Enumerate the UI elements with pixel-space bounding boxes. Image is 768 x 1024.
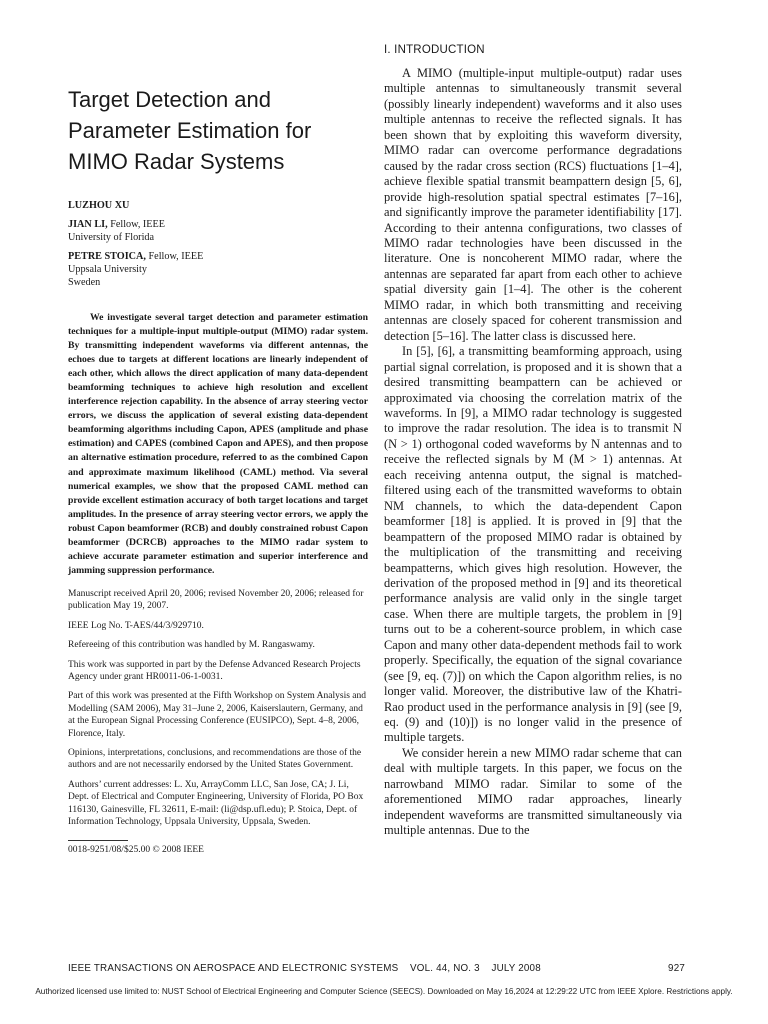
abstract: We investigate several target detection and parameter estimation techniques for a multiple-input multiple-output (MIMO) radar system. By transmitting independent waveforms via different antennas, the echoes due to targets at different locations are linearly independent of each other, which allows the direct application of many data-dependent beamforming techniques to achieve high resolution and excellent interference rejection capability. In the absence of array steering vector errors, we discuss the application of several existing data-dependent beamforming algorithms including Capon, APES (amplitude and phase estimation) and CAPES (combined Capon and APES), and then propose an alternative estimation procedure, referred to as the combined Capon and approximate maximum likelihood (CAML) method. Via several numerical examples, we show that the proposed CAML method can provide excellent estimation accuracy of both target locations and target amplitudes. In the presence of array steering vector errors, we apply the robust Capon beamformer (RCB) and doubly constrained robust Capon beamformer (DCRCB) approaches to the MIMO radar system to achieve accurate parameter estimation and superior interference and jamming suppression performance. bbox=[68, 312, 368, 576]
note-disclaimer: Opinions, interpretations, conclusions, and recommendations are those of the authors and are not necessarily endorsed by the United States Government. bbox=[68, 747, 362, 771]
author-affiliation: Sweden bbox=[68, 277, 101, 288]
journal-line: IEEE TRANSACTIONS ON AEROSPACE AND ELECTRONIC SYSTEMS VOL. 44, NO. 3 JULY 2008 bbox=[68, 963, 541, 974]
author-stoica bbox=[68, 250, 368, 289]
author-name: JIAN LI, bbox=[68, 219, 108, 230]
note-manuscript: Manuscript received April 20, 2006; revised November 20, 2006; released for publication May 19, 2007. bbox=[68, 588, 364, 612]
license-notice: Authorized licensed use limited to: NUST School of Electrical Engineering and Computer Science (SEECS). Downloaded on May 16,2024 at 12:29:22 UTC from IEEE Xplore. Restrictions apply. bbox=[35, 987, 733, 996]
copyright: 0018-9251/08/$25.00 © 2008 IEEE bbox=[68, 845, 204, 856]
title-line: Parameter Estimation for bbox=[68, 118, 312, 143]
author-name: PETRE STOICA, bbox=[68, 251, 146, 262]
author-suffix: Fellow, IEEE bbox=[110, 219, 165, 230]
author-suffix: Fellow, IEEE bbox=[148, 251, 204, 262]
author-affiliation: University of Florida bbox=[68, 232, 155, 243]
author-affiliation: Uppsala University bbox=[68, 264, 147, 275]
intro-body bbox=[384, 66, 682, 839]
author-xu bbox=[68, 199, 368, 212]
note-support: This work was supported in part by the Defense Advanced Research Projects Agency under grant HR0011-06-1-0031. bbox=[68, 659, 361, 682]
intro-paragraph: A MIMO (multiple-input multiple-output) radar uses multiple antennas to simultaneously transmit several (possibly linearly independent) waveforms and it also uses multiple antennas to receive the reflected signals. It has been shown that by exploiting this waveform diversity, MIMO radar can overcome performance degradations caused by the radar cross section (RCS) fluctuations [1–4], achieve flexible spatial transmit beampattern design [5, 6], provide high-resolution spatial spectral estimates [7–16], and significantly improve the parameter identifiability [17]. According to their antenna configurations, two classes of MIMO radar technologies have been discussed in the literature. One is noncoherent MIMO radar, where the antennas are separated far apart from each other to achieve spatial diversity gain [1–4]. The other is the coherent MIMO radar, in which both transmitting and receiving antennas are closely spaced for coherent transmission and detection [5–16]. The latter class is discussed here. bbox=[384, 66, 682, 343]
page-footer bbox=[68, 963, 685, 974]
page-number: 927 bbox=[668, 963, 685, 974]
author-li bbox=[68, 218, 368, 244]
note-log: IEEE Log No. T-AES/44/3/929710. bbox=[68, 620, 204, 631]
title-line: MIMO Radar Systems bbox=[68, 149, 285, 174]
divider bbox=[68, 840, 128, 841]
section-heading: I. INTRODUCTION bbox=[384, 44, 485, 56]
note-refereeing: Refereeing of this contribution was handled by M. Rangaswamy. bbox=[68, 640, 315, 651]
author-name: LUZHOU XU bbox=[68, 200, 130, 211]
right-column bbox=[384, 44, 682, 839]
footnotes bbox=[68, 588, 368, 829]
intro-paragraph: We consider herein a new MIMO radar scheme that can deal with multiple targets. In this paper, we focus on the narrowband MIMO radar. Similar to some of the aforementioned MIMO radar approaches, linearly independent waveforms are transmitted simultaneously via multiple antennas. Due to the bbox=[384, 745, 682, 838]
paper-title bbox=[68, 84, 368, 177]
note-presented: Part of this work was presented at the Fifth Workshop on System Analysis and Modelling (SAM 2006), May 31–June 2, 2006, Kaiserslautern, Germany, and at the European Signal Processing Conference (EUSIPCO), Sept. 4–8, 2006, Florence, Italy. bbox=[68, 691, 367, 739]
intro-paragraph: In [5], [6], a transmitting beamforming approach, using partial signal correlation, is proposed and it is shown that a desired transmitting beampattern can be achieved or approximated via choosing the correlation matrix of the waveforms. In [9], a MIMO radar technology is suggested to improve the radar resolution. The idea is to transmit N (N > 1) orthogonal coded waveforms by N antennas and to receive the reflected signals by M (M > 1) antennas. At each receiving antenna output, the signal is matched-filtered using each of the transmitted waveforms to obtain NM channels, to which the data-dependent Capon beamformer [18] is applied. It is proved in [9] that the beampattern of the proposed MIMO radar is obtained by the multiplication of the transmitting and receiving beampatterns, which gives high resolution. However, the derivation of the proposed method in [9] and its theoretical performance analysis are valid only in the single target case. When there are multiple targets, the problem in [9] turns out to be a coherent-source problem, in which case Capon and many other data-dependent methods fail to work properly. Specifically, the equation of the signal covariance (see [9, eq. (7)]) on which the Capon algorithm relies, is no longer valid. Moreover, the distributive law of the Khatri-Rao product used in the performance analysis in [9] (see [9, eq. (9) and (10)]) is no longer valid in the presence of multiple targets. bbox=[384, 344, 682, 745]
title-line: Target Detection and bbox=[68, 87, 272, 112]
note-addresses: Authors’ current addresses: L. Xu, ArrayComm LLC, San Jose, CA; J. Li, Dept. of Electrical and Computer Engineering, University of Florida, PO Box 116130, Gainesville, FL 32611, E-mail: (li@dsp.ufl.edu); P. Stoica, Dept. of Information Technology, Uppsala University, Uppsala, Sweden. bbox=[68, 779, 364, 827]
author-list bbox=[68, 199, 368, 289]
left-column bbox=[68, 84, 368, 855]
